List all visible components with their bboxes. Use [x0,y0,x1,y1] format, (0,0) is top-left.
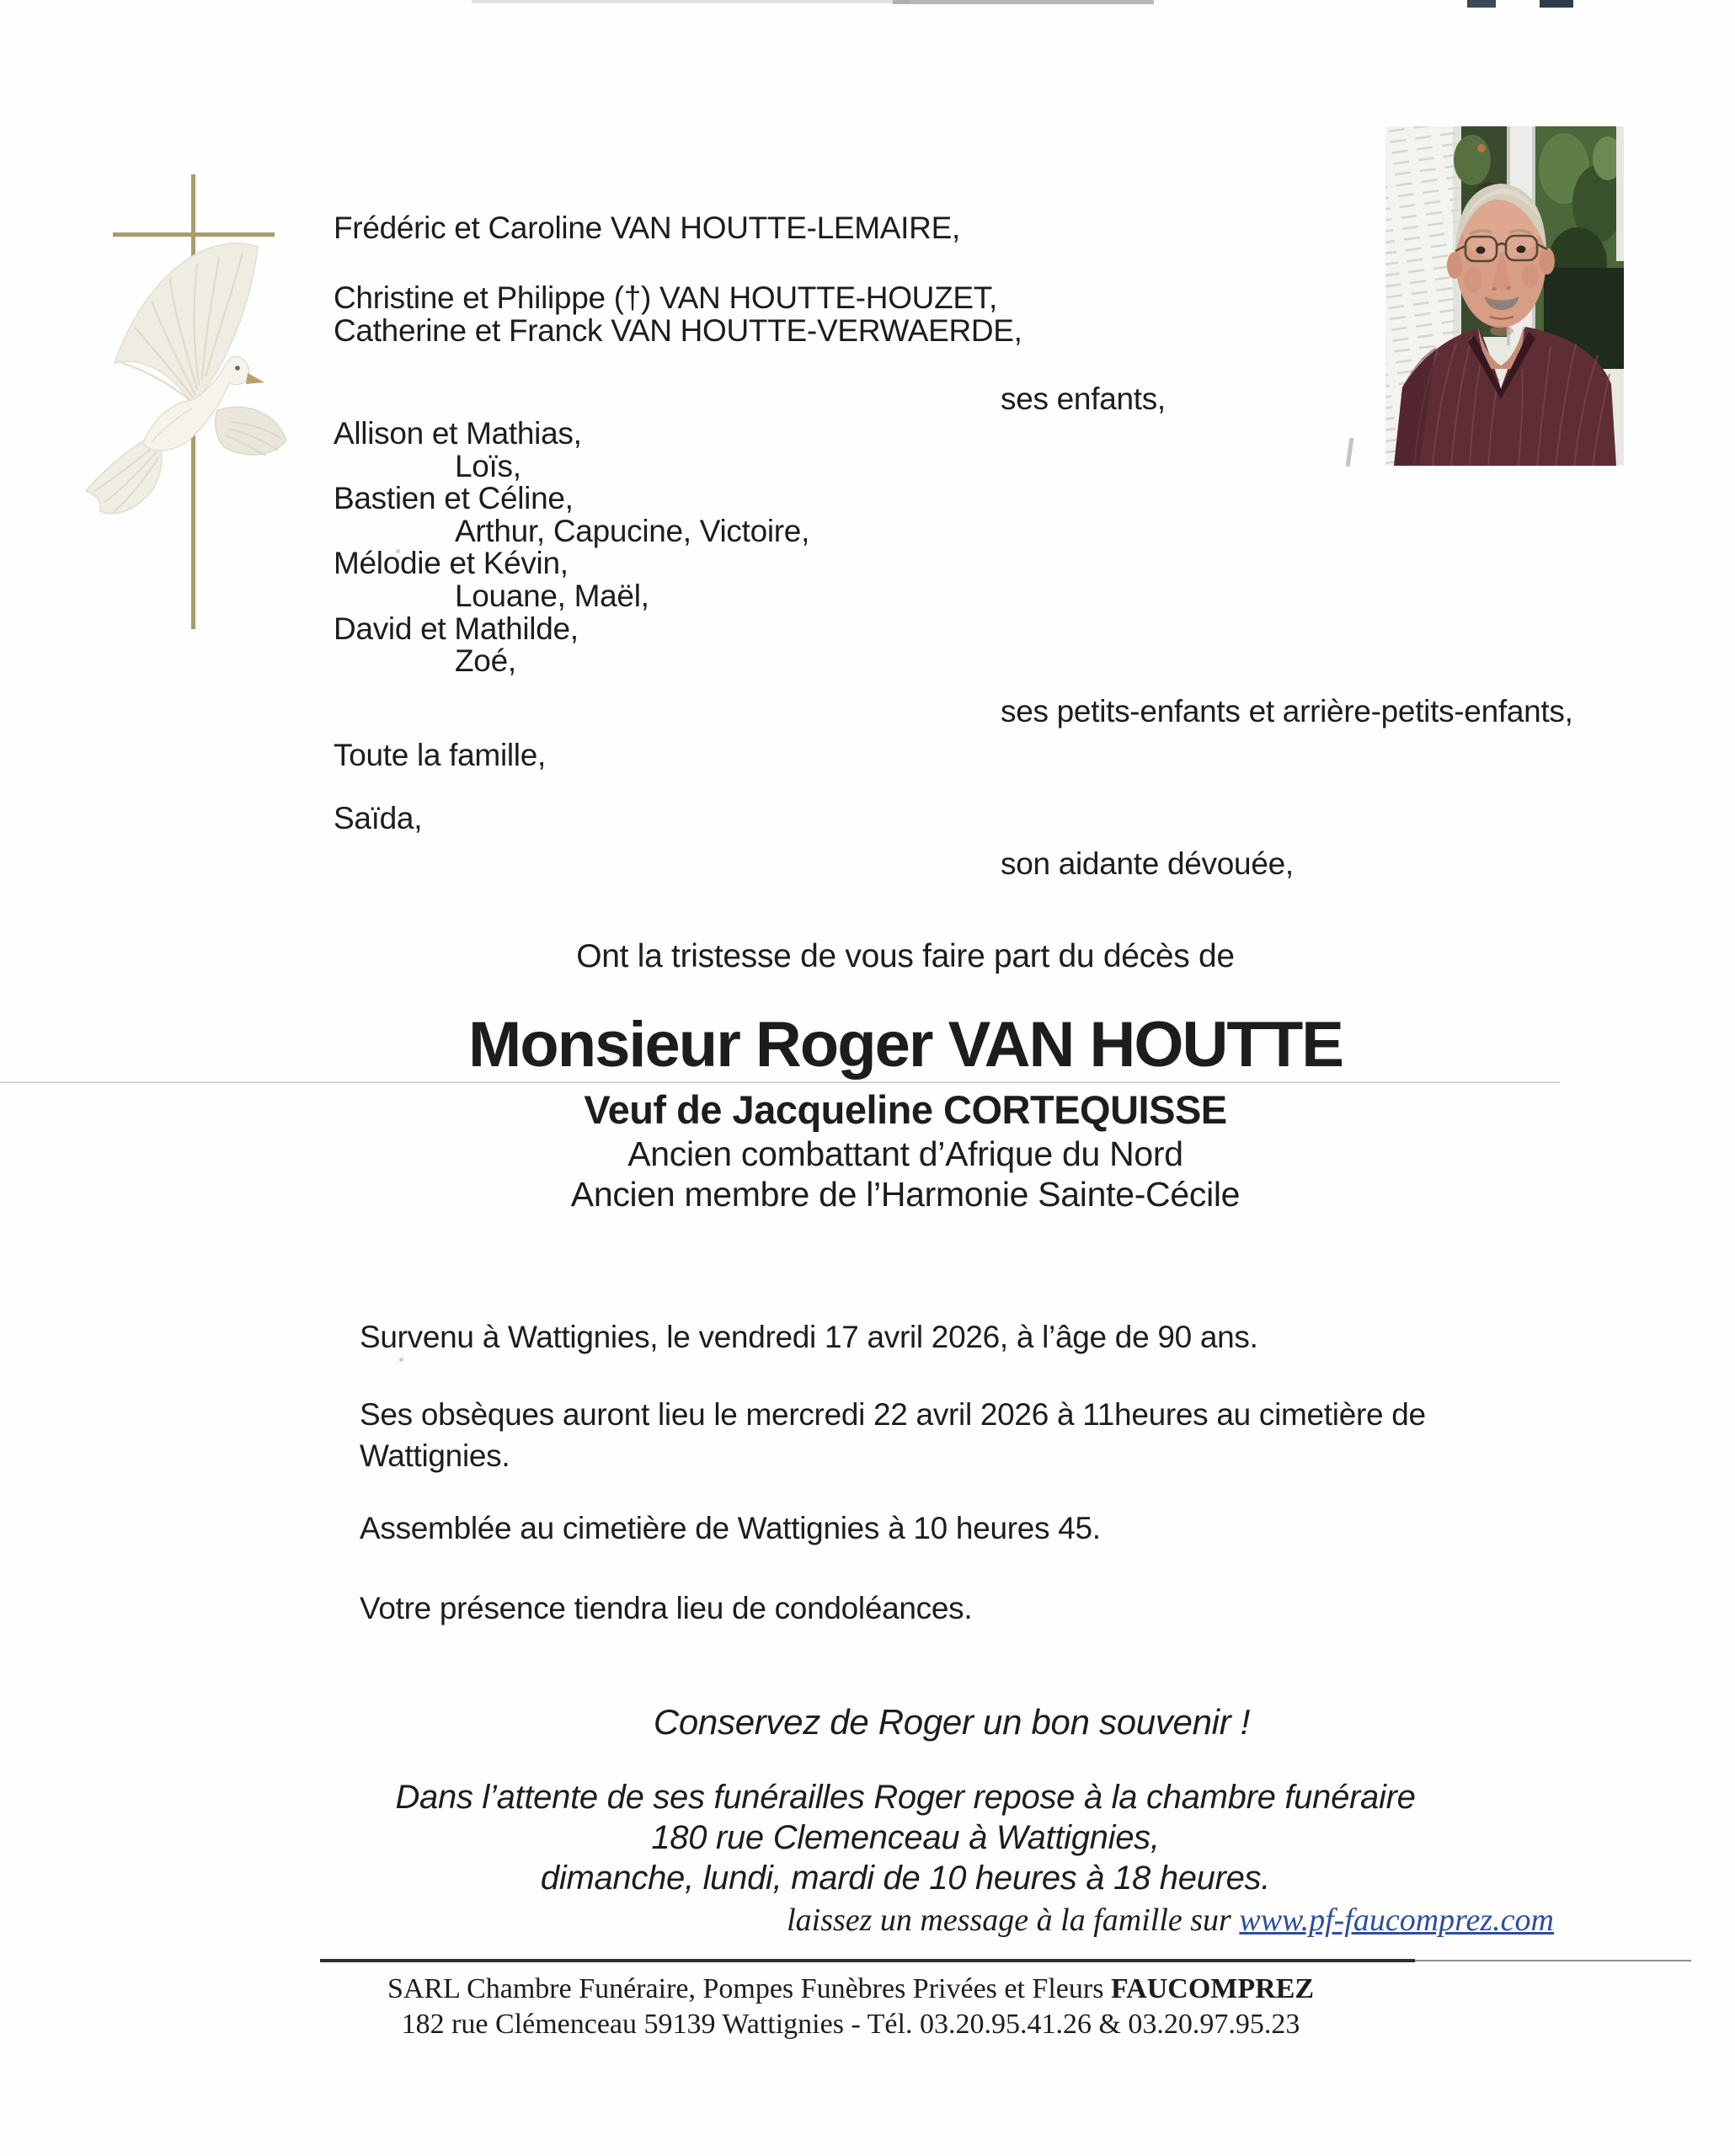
footer-address-line: 182 rue Clémenceau 59139 Wattignies - Tél. 03.20.95.41.26 & 03.20.97.95.23 [401,2009,1300,2040]
family-line: Toute la famille, [334,738,546,772]
funeral-line-1: Ses obsèques auront lieu le mercredi 22 avril 2026 à 11heures au cimetière de [360,1397,1426,1432]
scan-artifact-mark [1346,438,1354,467]
grandchild-line: Bastien et Céline, [334,481,574,516]
scan-faint-rule [0,1081,1560,1083]
scan-artifact-line [472,0,910,3]
repose-line: Dans l’attente de ses funérailles Roger repose à la chambre funéraire [395,1779,1416,1816]
grandchildren-list [334,418,809,678]
scan-artifact-line-dark [893,0,1154,4]
scan-speck [399,1358,403,1362]
dove-icon [86,243,286,514]
scan-artifact-square [1467,0,1496,8]
footer-divider [320,1959,1415,1962]
repose-address-line: 180 rue Clemenceau à Wattignies, [651,1819,1160,1856]
cross-dove-image [74,156,293,644]
footer-divider-light [1415,1960,1691,1961]
children-couple-line: Christine et Philippe (†) VAN HOUTTE-HOUZET, [334,280,997,315]
footer-company-line [0,1972,1718,2006]
children-label: ses enfants, [1001,382,1166,416]
footer-company-name: FAUCOMPREZ [1110,1973,1315,2004]
repose-hours-line: dimanche, lundi, mardi de 10 heures à 18 heures. [540,1860,1271,1897]
souvenir-line: Conservez de Roger un bon souvenir ! [653,1702,1251,1742]
cross-horizontal-bar [113,232,275,237]
funeral-line-2: Wattignies. [360,1438,510,1473]
message-line [787,1902,1554,1940]
condolences-line: Votre présence tiendra lieu de condoléances. [360,1591,973,1625]
caregiver-label: son aidante dévouée, [1001,846,1294,881]
deceased-name-title: Monsieur Roger VAN HOUTTE [468,1009,1343,1081]
veteran-line: Ancien combattant d’Afrique du Nord [627,1134,1183,1173]
member-line: Ancien membre de l’Harmonie Sainte-Cécile [570,1175,1241,1214]
portrait-photo [1385,126,1624,466]
grandchild-line: Loïs, [455,448,521,483]
grandchild-line: Allison et Mathias, [334,416,582,451]
grandchild-line: Mélodie et Kévin, [334,546,569,581]
grandchild-line: Louane, Maël, [455,578,649,613]
left-eye [1476,247,1486,254]
assembly-line: Assemblée au cimetière de Wattignies à 10 heures 45. [360,1511,1101,1545]
message-prefix: laissez un message à la famille sur [787,1903,1240,1938]
grandchildren-label: ses petits-enfants et arrière-petits-enfants, [1001,694,1573,728]
left-ear [1447,252,1462,279]
right-ear [1540,248,1555,275]
footer-company-text: SARL Chambre Funéraire, Pompes Funèbres Privées et Fleurs [387,1973,1111,2004]
children-couple-line: Frédéric et Caroline VAN HOUTTE-LEMAIRE, [334,211,960,245]
announcement-intro: Ont la tristesse de vous faire part du décès de [576,938,1235,974]
dove-eye [235,366,240,371]
grandchild-line: David et Mathilde, [334,611,579,646]
grandchild-line: Arthur, Capucine, Victoire, [455,513,810,548]
widower-line: Veuf de Jacqueline CORTEQUISSE [584,1087,1227,1132]
caregiver-name: Saïda, [334,801,423,835]
children-couple-line: Catherine et Franck VAN HOUTTE-VERWAERDE, [334,313,1022,348]
grandchild-line: Zoé, [455,643,516,679]
dove-beak [246,373,264,384]
death-line: Survenu à Wattignies, le vendredi 17 avril 2026, à l’âge de 90 ans. [360,1320,1258,1354]
scan-artifact-square [1540,0,1573,8]
family-message-url-link[interactable]: www.pf-faucomprez.com [1239,1903,1554,1938]
right-eye [1517,246,1526,253]
